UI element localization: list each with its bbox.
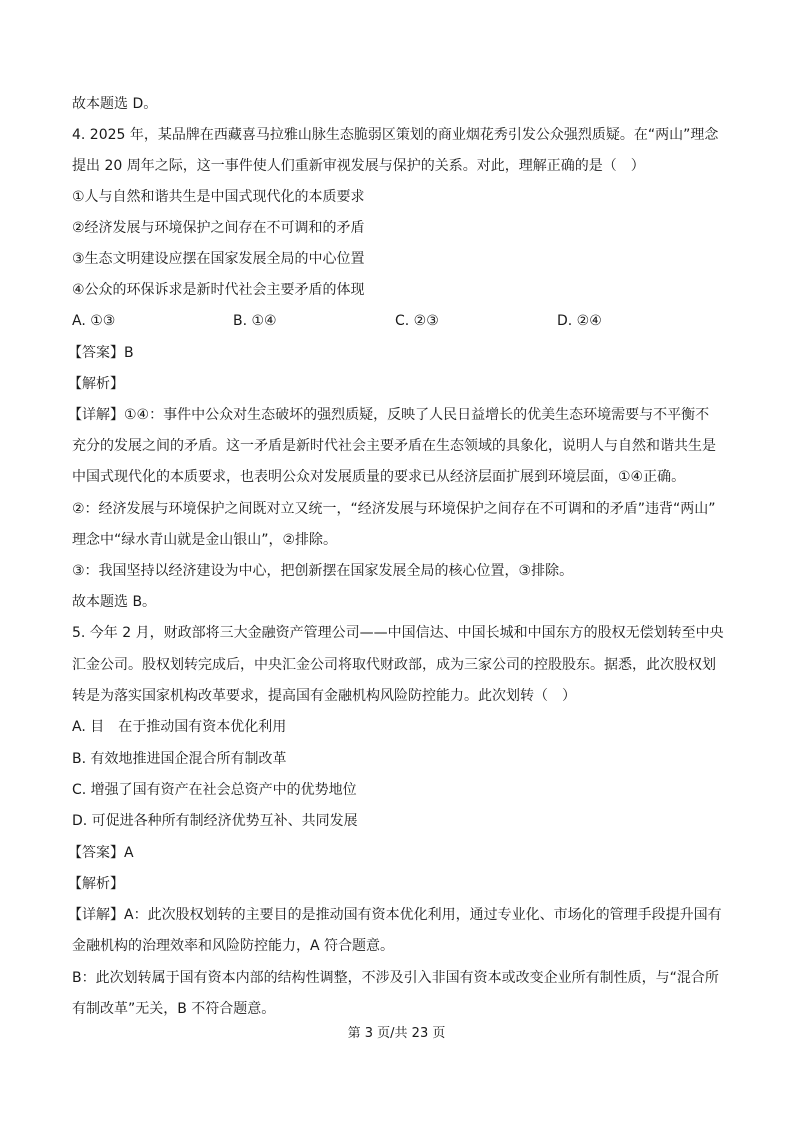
q5-stem-line-1: 5. 今年 2 月，财政部将三大金融资产管理公司——中国信达、中国长城和中国东方的股权无偿划转至中央 [72,625,724,641]
page-footer: 第 3 页/共 23 页 [347,1026,446,1041]
q4-conclusion: 故本题选 B。 [72,594,157,610]
previous-conclusion: 故本题选 D。 [72,96,158,112]
q4-answer: 【答案】B [68,345,134,361]
q5-stem-line-3: 转是为落实国家机构改革要求，提高国有金融机构风险防控能力。此次划转（ ） [72,688,576,704]
q5-stem-line-2: 汇金公司。股权划转完成后，中央汇金公司将取代财政部，成为三家公司的控股股东。据悉，此次股权划 [72,657,716,673]
q5-analysis-label: 【解析】 [68,876,124,892]
q5-explanation-line-3: B：此次划转属于国有资本内部的结构性调整，不涉及引入非国有资本或改变企业所有制性质，与“混合所 [72,970,719,986]
q4-explanation-line-4: ②：经济发展与环境保护之间既对立又统一，“经济发展与环境保护之间存在不可调和的矛盾”违背“两山” [72,501,716,517]
q4-analysis-label: 【解析】 [68,376,124,392]
q5-option-c: C. 增强了国有资产在社会总资产中的优势地位 [72,782,357,798]
q5-option-d: D. 可促进各种所有制经济优势互补、共同发展 [72,813,358,829]
q5-explanation-line-2: 金融机构的治理效率和风险防控能力，A 符合题意。 [72,938,395,954]
q4-explanation-line-6: ③：我国坚持以经济建设为中心，把创新摆在国家发展全局的核心位置，③排除。 [72,563,574,579]
q5-option-b: B. 有效地推进国企混合所有制改革 [72,751,287,767]
q4-option-b: B. ①④ [233,313,277,329]
q4-stem-line-2: 提出 20 周年之际，这一事件使人们重新审视发展与保护的关系。对此，理解正确的是（ ） [72,158,645,174]
q4-statement-3: ③生态文明建设应摆在国家发展全局的中心位置 [72,251,365,267]
q5-explanation-line-1: 【详解】A：此次股权划转的主要目的是推动国有资本优化利用，通过专业化、市场化的管理手段提升国有 [68,907,722,923]
q5-answer: 【答案】A [68,845,134,861]
q4-explanation-line-3: 中国式现代化的本质要求，也表明公众对发展质量的要求已从经济层面扩展到环境层面，①④正确。 [72,469,686,485]
q4-statement-4: ④公众的环保诉求是新时代社会主要矛盾的体现 [72,282,365,298]
q4-option-d: D. ②④ [557,313,602,329]
q4-stem-line-1: 4. 2025 年，某品牌在西藏喜马拉雅山脉生态脆弱区策划的商业烟花秀引发公众强烈质疑。在“两山”理念 [72,127,719,143]
q4-statement-2: ②经济发展与环境保护之间存在不可调和的矛盾 [72,220,365,236]
q4-explanation-line-2: 充分的发展之间的矛盾。这一矛盾是新时代社会主要矛盾在生态领域的具象化，说明人与自然和谐共生是 [72,438,716,454]
q4-option-a: A. ①③ [72,313,116,329]
q4-option-c: C. ②③ [395,313,439,329]
q5-explanation-line-4: 有制改革”无关，B 不符合题意。 [72,1001,276,1017]
q5-option-a: A. 目 在于推动国有资本优化利用 [72,719,287,735]
q4-explanation-line-5: 理念中“绿水青山就是金山银山”，②排除。 [72,532,338,548]
q4-explanation-line-1: 【详解】①④：事件中公众对生态破坏的强烈质疑，反映了人民日益增长的优美生态环境需要与不平衡不 [68,407,710,423]
q4-statement-1: ①人与自然和谐共生是中国式现代化的本质要求 [72,189,365,205]
